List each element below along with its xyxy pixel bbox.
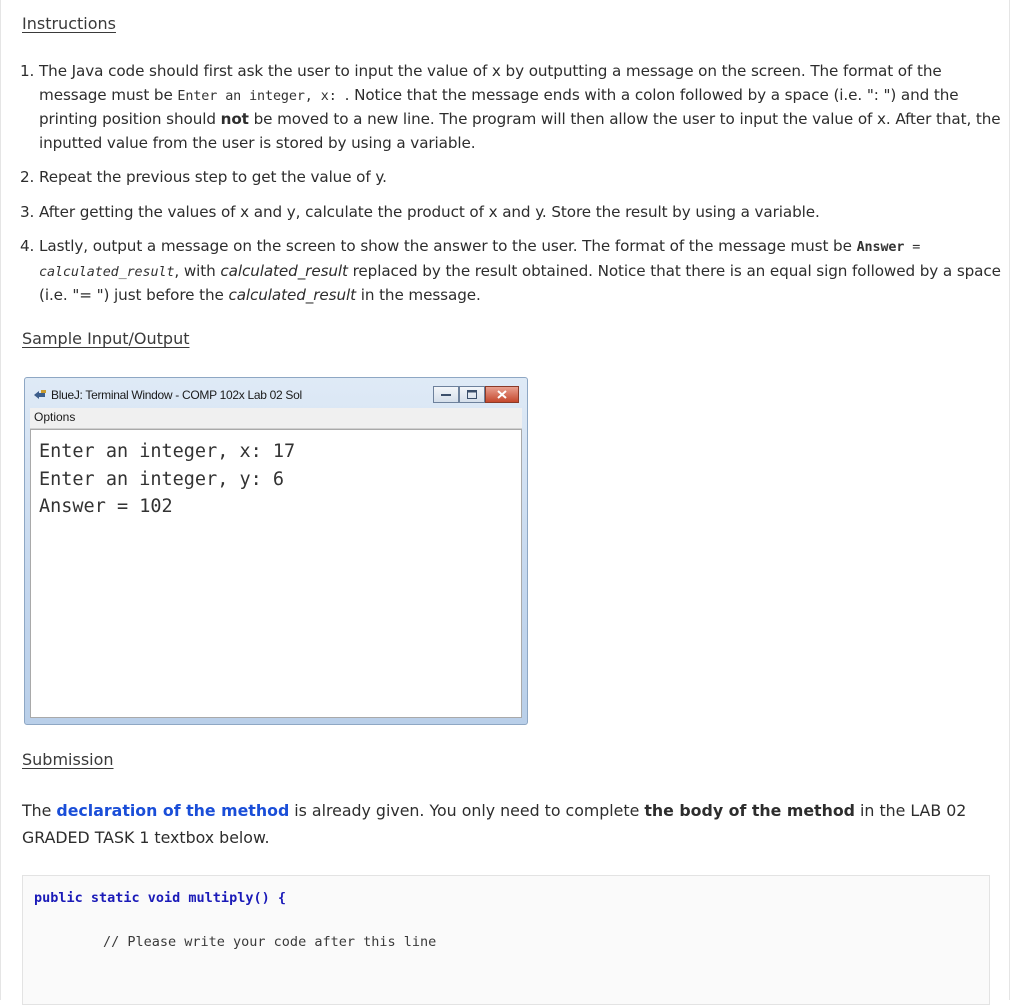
close-icon <box>497 390 507 399</box>
terminal-value: 17 <box>272 441 296 462</box>
terminal-output[interactable] <box>30 429 522 718</box>
step4-text-a: Lastly, output a message on the screen to show the answer to the user. The format of the message must be <box>39 237 857 255</box>
instructions-heading[interactable]: Instructions <box>22 14 116 33</box>
list-item <box>39 166 1004 190</box>
list-item <box>39 60 1004 155</box>
window-title-bar[interactable] <box>33 388 302 402</box>
step1-bold: not <box>220 110 249 128</box>
bluej-icon <box>33 389 47 401</box>
step4-italic: calculated_result <box>220 261 348 280</box>
sample-heading[interactable]: Sample Input/Output <box>22 329 190 348</box>
terminal-window <box>24 377 528 725</box>
submission-heading[interactable]: Submission <box>22 750 114 769</box>
step4-code-result: calculated_result <box>39 264 175 280</box>
terminal-line <box>39 496 173 517</box>
code-comment: // Please write your code after this line <box>103 934 437 950</box>
close-button[interactable] <box>485 386 519 403</box>
terminal-prompt: Enter an integer, y: <box>39 469 273 490</box>
submission-paragraph <box>22 797 987 851</box>
menu-bar <box>30 408 522 429</box>
method-signature: public static void multiply() { <box>34 890 286 906</box>
terminal-value: 102 <box>139 496 173 517</box>
list-item <box>39 201 1004 225</box>
submission-highlight: declaration of the method <box>56 801 290 820</box>
terminal-line <box>39 469 284 490</box>
step1-text-c: be moved to a new line. The program will then allow the user to input the value of x. After that, the inputted value from the user is stored by using a variable. <box>39 110 1001 152</box>
window-title: BlueJ: Terminal Window - COMP 102x Lab 02 Sol <box>51 388 302 402</box>
step4-text-c: replaced by the result obtained. Notice that there is an equal sign followed by a space (i.e. "= ") just before the <box>39 261 1001 304</box>
list-item <box>39 235 1004 308</box>
step1-code: Enter an integer, x: <box>177 88 345 104</box>
code-box <box>22 875 990 1005</box>
step1-text-b: . Notice that the message ends with a colon followed by a space (i.e. ": ") and the printing position should <box>39 85 959 128</box>
submission-text-b: is already given. You only need to complete <box>289 801 645 820</box>
maximize-button[interactable] <box>459 386 485 403</box>
minimize-icon <box>441 393 451 397</box>
steps-list <box>22 60 1004 319</box>
step4-italic2: calculated_result <box>228 286 356 304</box>
terminal-prompt: Enter an integer, x: <box>39 441 273 462</box>
step4-text-d: in the message. <box>355 286 481 304</box>
minimize-button[interactable] <box>433 386 459 403</box>
step2-text: Repeat the previous step to get the value of y. <box>39 168 387 186</box>
step1-text-a: The Java code should first ask the user to input the value of x by outputting a message on the screen. The format of the message must be <box>39 62 942 104</box>
menu-options[interactable]: Options <box>34 410 76 424</box>
submission-text-a: The <box>22 801 57 820</box>
terminal-prompt: Answer = <box>39 496 140 517</box>
window-controls <box>433 386 519 403</box>
submission-bold: the body of the method <box>644 801 855 820</box>
maximize-icon <box>467 390 477 399</box>
step3-text: After getting the values of x and y, calculate the product of x and y. Store the result by using a variable. <box>39 202 820 221</box>
step4-code-eq: = <box>904 240 921 255</box>
step4-text-b: , with <box>174 261 221 280</box>
terminal-line <box>39 441 295 462</box>
terminal-value: 6 <box>272 469 285 490</box>
submission-text-c: in the LAB 02 GRADED TASK 1 textbox below. <box>22 801 967 847</box>
step4-code-answer: Answer <box>856 240 905 255</box>
